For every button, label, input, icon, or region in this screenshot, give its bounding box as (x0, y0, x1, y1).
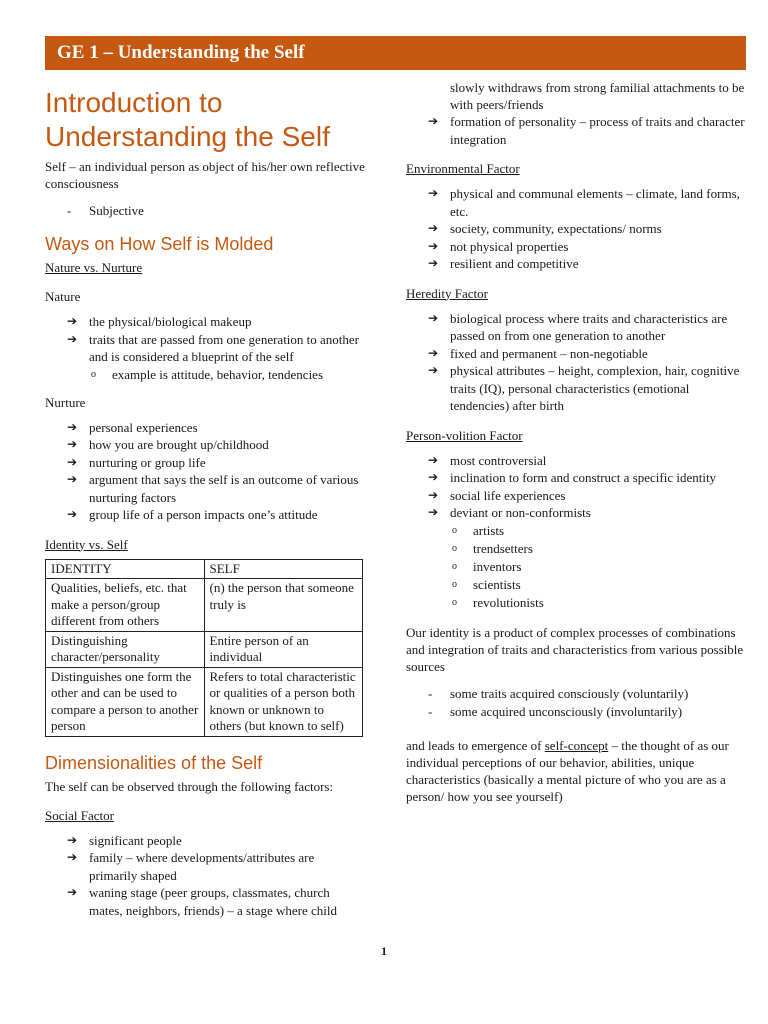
nature-sublist (45, 366, 365, 384)
self-definition: Self – an individual person as object of his/her own reflective consciousness (45, 159, 365, 191)
header-title: GE 1 – Understanding the Self (57, 42, 305, 63)
table-row (46, 667, 363, 736)
arrow-icon: ➔ (67, 454, 78, 469)
circle-bullet: o (452, 542, 457, 554)
list-item: ➔ society, community, expectations/ norms (428, 221, 662, 236)
table-cell: (n) the person that someone truly is (204, 579, 363, 632)
list-item: o artists (452, 522, 505, 538)
arrow-icon: ➔ (428, 345, 439, 360)
circle-bullet: o (452, 560, 457, 572)
table-cell: Distinguishing character/personality (46, 631, 205, 667)
list-item: ➔ fixed and permanent – non-negotiable (428, 345, 648, 361)
dimensionalities-intro: The self can be observed through the following factors: (45, 778, 334, 794)
list-item: ➔ group life of a person impacts one’s attitude (67, 507, 318, 522)
person-volition-list (406, 452, 746, 522)
arrow-icon: ➔ (428, 186, 439, 200)
header-bar (45, 36, 746, 70)
arrow-icon: ➔ (428, 310, 439, 325)
identity-paragraph: Our identity is a product of complex processes of combinations and integration of traits and characteristics from various possible sources (406, 624, 744, 674)
arrow-icon: ➔ (428, 238, 439, 253)
list-item: o revolutionists (452, 594, 544, 610)
social-factor-heading: Social Factor (45, 807, 114, 823)
list-item: ➔ argument that says the self is an outcome of various nurturing factors (67, 472, 359, 505)
dash-bullet: - (428, 703, 433, 719)
arrow-icon: ➔ (428, 487, 439, 502)
list-item: - Subjective (67, 203, 144, 218)
list-item: ➔ formation of personality – process of traits and character integration (428, 114, 745, 147)
nurture-label: Nurture (45, 394, 86, 410)
table-row (46, 579, 363, 632)
list-item: ➔ inclination to form and construct a specific identity (428, 470, 717, 485)
arrow-icon: ➔ (67, 437, 78, 451)
list-item: - some acquired unconsciously (involuntarily) (428, 703, 683, 719)
list-item: o scientists (452, 576, 521, 592)
list-item: o trendsetters (452, 540, 533, 556)
dash-bullet: - (428, 685, 433, 701)
table-header: IDENTITY (46, 559, 205, 579)
list-item: ➔ deviant or non-conformists (428, 505, 591, 520)
social-list-continued (406, 113, 746, 148)
list-item: ➔ physical attributes – height, complexion, hair, cognitive traits (IQ), personal characteristics (emotional tendencies) after birth (428, 363, 740, 413)
social-list (45, 832, 365, 920)
list-item: - some traits acquired consciously (voluntarily) (428, 685, 689, 701)
arrow-icon: ➔ (428, 114, 439, 128)
table-header-row (46, 559, 363, 579)
list-item: ➔ waning stage (peer groups, classmates, church mates, neighbors, friends) – a stage where child (67, 885, 338, 918)
list-item: ➔ nurturing or group life (67, 454, 206, 470)
list-item: ➔ physical and communal elements – climate, land forms, etc. (428, 186, 740, 219)
arrow-icon: ➔ (67, 885, 78, 899)
environmental-list (406, 185, 746, 273)
arrow-icon: ➔ (428, 452, 439, 467)
list-item: o example is attitude, behavior, tendencies (91, 366, 324, 382)
identity-vs-self-heading: Identity vs. Self (45, 536, 128, 552)
table-header: SELF (204, 559, 363, 579)
page-number: 1 (381, 944, 387, 958)
arrow-icon: ➔ (67, 314, 78, 328)
arrow-icon: ➔ (428, 505, 439, 519)
arrow-icon: ➔ (428, 470, 439, 484)
self-concept-term: self-concept (544, 737, 609, 753)
page-title: Introduction to Understanding the Self (45, 87, 330, 152)
arrow-icon: ➔ (67, 850, 78, 864)
table-cell: Entire person of an individual (204, 631, 363, 667)
list-item: ➔ how you are brought up/childhood (67, 437, 269, 452)
circle-bullet: o (452, 524, 457, 536)
section-heading-molded: Ways on How Self is Molded (45, 234, 274, 254)
list-item: ➔ the physical/biological makeup (67, 314, 252, 329)
heredity-factor-heading: Heredity Factor (406, 285, 488, 301)
nature-list (45, 313, 365, 366)
nurture-list (45, 419, 365, 524)
environmental-factor-heading: Environmental Factor (406, 161, 520, 176)
arrow-icon: ➔ (67, 832, 78, 847)
arrow-icon: ➔ (67, 472, 78, 486)
non-conformist-sublist (406, 522, 746, 612)
circle-bullet: o (452, 578, 457, 590)
list-item: o inventors (452, 558, 522, 574)
list-item: ➔ most controversial (428, 452, 547, 468)
right-column (406, 79, 746, 805)
circle-bullet: o (91, 368, 96, 380)
section-heading-dimensionalities: Dimensionalities of the Self (45, 752, 263, 773)
arrow-icon: ➔ (428, 256, 439, 270)
table-cell: Refers to total characteristic or qualities of a person both known or unknown to others (but known to self) (204, 667, 363, 736)
nature-vs-nurture-heading: Nature vs. Nurture (45, 260, 143, 275)
arrow-icon: ➔ (67, 331, 78, 346)
circle-bullet: o (452, 596, 457, 608)
self-concept-paragraph: and leads to emergence of self-concept – the thought of as our individual perceptions of our behavior, abilities, unique characteristics (basically a mental picture of who you are as a person/ how you see yourself) (406, 737, 729, 804)
arrow-icon: ➔ (428, 221, 439, 235)
table-row (46, 631, 363, 667)
person-volition-heading: Person-volition Factor (406, 427, 523, 443)
list-item: ➔ significant people (67, 832, 182, 848)
left-column (45, 80, 365, 919)
list-item: ➔ resilient and competitive (428, 256, 579, 271)
identity-list (406, 685, 746, 721)
definition-list (45, 202, 365, 220)
list-item: ➔ social life experiences (428, 487, 566, 503)
list-item: ➔ personal experiences (67, 419, 198, 435)
list-item: ➔ traits that are passed from one generation to another and is considered a blueprint of the self (67, 331, 360, 364)
identity-self-table (45, 559, 363, 737)
social-continuation: slowly withdraws from strong familial attachments to be with peers/friends (450, 80, 745, 112)
arrow-icon: ➔ (67, 507, 78, 521)
list-item: ➔ family – where developments/attributes are primarily shaped (67, 850, 315, 883)
table-cell: Qualities, beliefs, etc. that make a person/group different from others (46, 579, 205, 632)
heredity-list (406, 310, 746, 415)
list-item: ➔ biological process where traits and characteristics are passed on from one generation to another (428, 310, 728, 343)
arrow-icon: ➔ (428, 363, 439, 377)
table-cell: Distinguishes one form the other and can be used to compare a person to another person (46, 667, 205, 736)
dash-bullet: - (67, 203, 72, 218)
nature-label: Nature (45, 289, 81, 304)
arrow-icon: ➔ (67, 419, 78, 434)
list-item: ➔ not physical properties (428, 238, 569, 254)
